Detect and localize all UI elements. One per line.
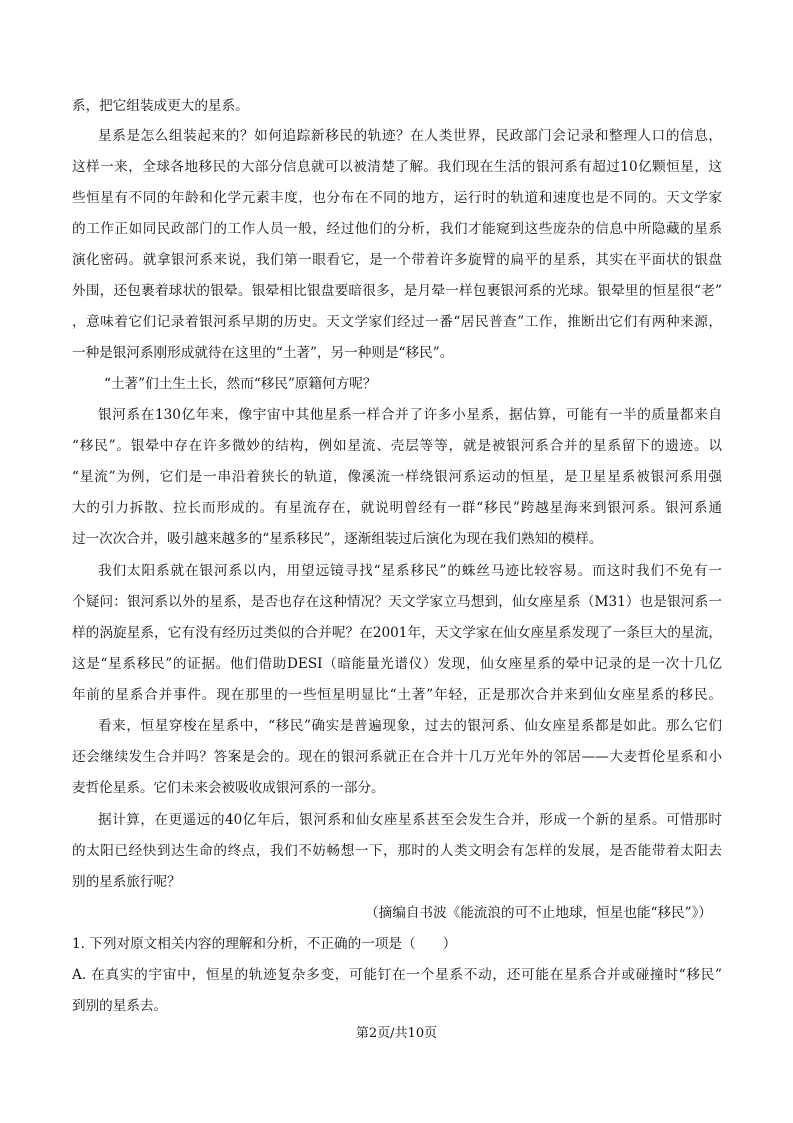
text-line: 年前的星系合并事件。现在那里的一些恒星明显比“土著”年轻，正是那次合并来到仙女座星系的移民。 [72, 687, 722, 703]
text-line: 过一次次合并，吸引越来越多的“星系移民”，逐渐组装过后演化为现在我们熟知的模样。 [72, 531, 603, 547]
text-line: 看来，恒星穿梭在星系中，“移民”确实是普遍现象，过去的银河系、仙女座星系都是如此。那么它们 [98, 718, 722, 734]
text-line: ，意味着它们记录着银河系早期的历史。天文学家们经过一番“居民普查”工作，推断出它们有两种来源， [72, 314, 722, 330]
text-line: 的太阳已经快到达生命的终点，我们不妨畅想一下，那时的人类文明会有怎样的发展，是否能带着太阳去 [72, 843, 722, 859]
text-line: 还会继续发生合并吗？答案是会的。现在的银河系就正在合并十几万光年外的邻居——大麦哲伦星系和小 [72, 749, 722, 765]
question-stem: 1. 下列对原文相关内容的理解和分析，不正确的一项是（ ） [72, 936, 457, 952]
text-line: 外围，还包裹着球状的银晕。银晕相比银盘要暗很多，是月晕一样包裹银河系的光球。银晕里的恒星很“老” [72, 283, 722, 299]
text-line: 我们太阳系就在银河系以内，用望远镜寻找“星系移民”的蛛丝马迹比较容易。而这时我们不免有一 [98, 563, 722, 579]
text-line: 别的星系旅行呢？ [72, 874, 181, 890]
text-line: 麦哲伦星系。它们未来会被吸收成银河系的一部分。 [72, 780, 385, 796]
text-line: “移民”。银晕中存在许多微妙的结构，例如星流、壳层等等，就是被银河系合并的星系留下的遗迹。以 [72, 438, 722, 454]
text-line: 演化密码。就拿银河系来说，我们第一眼看它，是一个带着许多旋臂的扁平的星系，其实在平面状的银盘 [72, 252, 722, 268]
text-line: 样的涡旋星系，它有没有经历过类似的合并呢？在2001年，天文学家在仙女座星系发现了一条巨大的星流， [72, 625, 722, 641]
text-line: “星流”为例，它们是一串沿着狭长的轨道，像溪流一样绕银河系运动的恒星，是卫星星系被银河系用强 [72, 469, 722, 485]
text-line: 据计算，在更遥远的40亿年后，银河系和仙女座星系甚至会发生合并，形成一个新的星系。可惜那时 [98, 812, 722, 828]
text-line: 系，把它组装成更大的星系。 [72, 98, 249, 114]
page-footer: 第2页/共10页 [355, 1026, 438, 1041]
text-line: 星系是怎么组装起来的？如何追踪新移民的轨迹？在人类世界，民政部门会记录和整理人口的信息， [98, 128, 722, 144]
text-line: 这样一来，全球各地移民的大部分信息就可以被清楚了解。我们现在生活的银河系有超过10亿颗恒星，这 [72, 159, 722, 175]
text-line: 个疑问：银河系以外的星系，是否也存在这种情况？天文学家立马想到，仙女座星系（M31）也是银河系一 [72, 594, 722, 610]
text-line: 一种是银河系刚形成就待在这里的“土著”，另一种则是“移民”。 [72, 345, 454, 361]
source-citation: （摘编自书波《能流浪的可不止地球，恒星也能“移民”》） [365, 905, 712, 921]
text-line: 大的引力拆散、拉长而形成的。有星流存在，就说明曾经有一群“移民”跨越星海来到银河系。银河系通 [72, 500, 722, 516]
text-line: 银河系在130亿年来，像宇宙中其他星系一样合并了许多小星系，据估算，可能有一半的质量都来自 [98, 407, 722, 423]
option-a: A. 在真实的宇宙中，恒星的轨迹复杂多变，可能钉在一个星系不动，还可能在星系合并或碰撞时“移民” [72, 967, 722, 983]
option-a-continued: 到别的星系去。 [72, 998, 168, 1014]
text-line: “土著”们土生土长，然而“移民”原籍何方呢？ [104, 376, 377, 392]
text-line: 的工作正如同民政部门的工作人员一般，经过他们的分析，我们才能窥到这些庞杂的信息中所隐藏的星系 [72, 221, 722, 237]
text-line: 些恒星有不同的年龄和化学元素丰度，也分布在不同的地方，运行时的轨道和速度也是不同的。天文学家 [72, 190, 722, 206]
text-line: 这是“星系移民”的证据。他们借助DESI（暗能量光谱仪）发现，仙女座星系的晕中记录的是一次十几亿 [72, 656, 722, 672]
